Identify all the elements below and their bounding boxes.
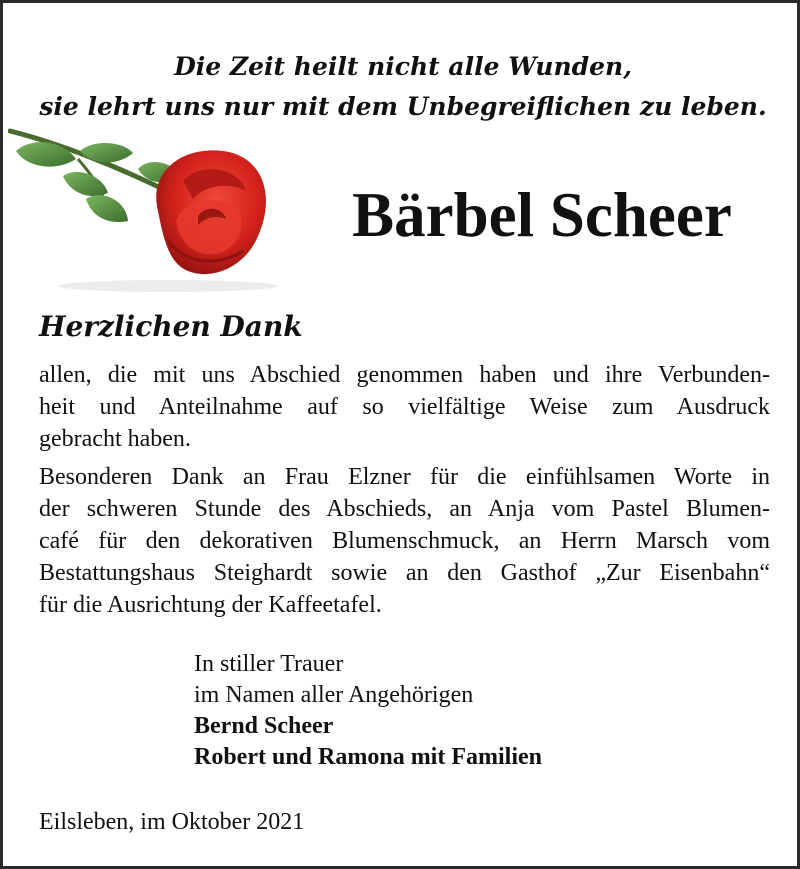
special-thanks-paragraph bbox=[39, 461, 770, 621]
paragraph-line: café für den dekorativen Blumenschmuck, an Herrn Marsch vom bbox=[39, 528, 770, 554]
paragraph-line: Bestattungshaus Steighardt sowie an den Gasthof „Zur Eisenbahn“ bbox=[39, 560, 770, 586]
paragraph-line: für die Ausrichtung der Kaffeetafel. bbox=[39, 592, 382, 618]
place-date: Eilsleben, im Oktober 2021 bbox=[39, 809, 305, 835]
rose-icon bbox=[8, 121, 308, 296]
mourner-name: Robert und Ramona mit Familien bbox=[194, 744, 542, 770]
thanks-paragraph bbox=[39, 359, 770, 455]
paragraph-line: der schweren Stunde des Abschieds, an Anja vom Pastel Blumen- bbox=[39, 496, 770, 522]
closing-line: In stiller Trauer bbox=[194, 651, 344, 677]
motto-line-2: sie lehrt uns nur mit dem Unbegreiflichen zu leben. bbox=[39, 92, 767, 121]
paragraph-line: allen, die mit uns Abschied genommen haben und ihre Verbunden- bbox=[39, 362, 770, 388]
paragraph-line: heit und Anteilnahme auf so vielfältige Weise zum Ausdruck bbox=[39, 394, 770, 420]
paragraph-line: gebracht haben. bbox=[39, 426, 191, 452]
thanks-heading: Herzlichen Dank bbox=[39, 310, 303, 343]
motto-quote bbox=[3, 47, 800, 127]
closing-block bbox=[194, 649, 542, 773]
mourner-name: Bernd Scheer bbox=[194, 713, 334, 739]
paragraph-line: Besonderen Dank an Frau Elzner für die einfühlsamen Worte in bbox=[39, 464, 770, 490]
deceased-name: Bärbel Scheer bbox=[352, 180, 732, 250]
motto-line-1: Die Zeit heilt nicht alle Wunden, bbox=[174, 52, 632, 81]
closing-line: im Namen aller Angehörigen bbox=[194, 682, 474, 708]
